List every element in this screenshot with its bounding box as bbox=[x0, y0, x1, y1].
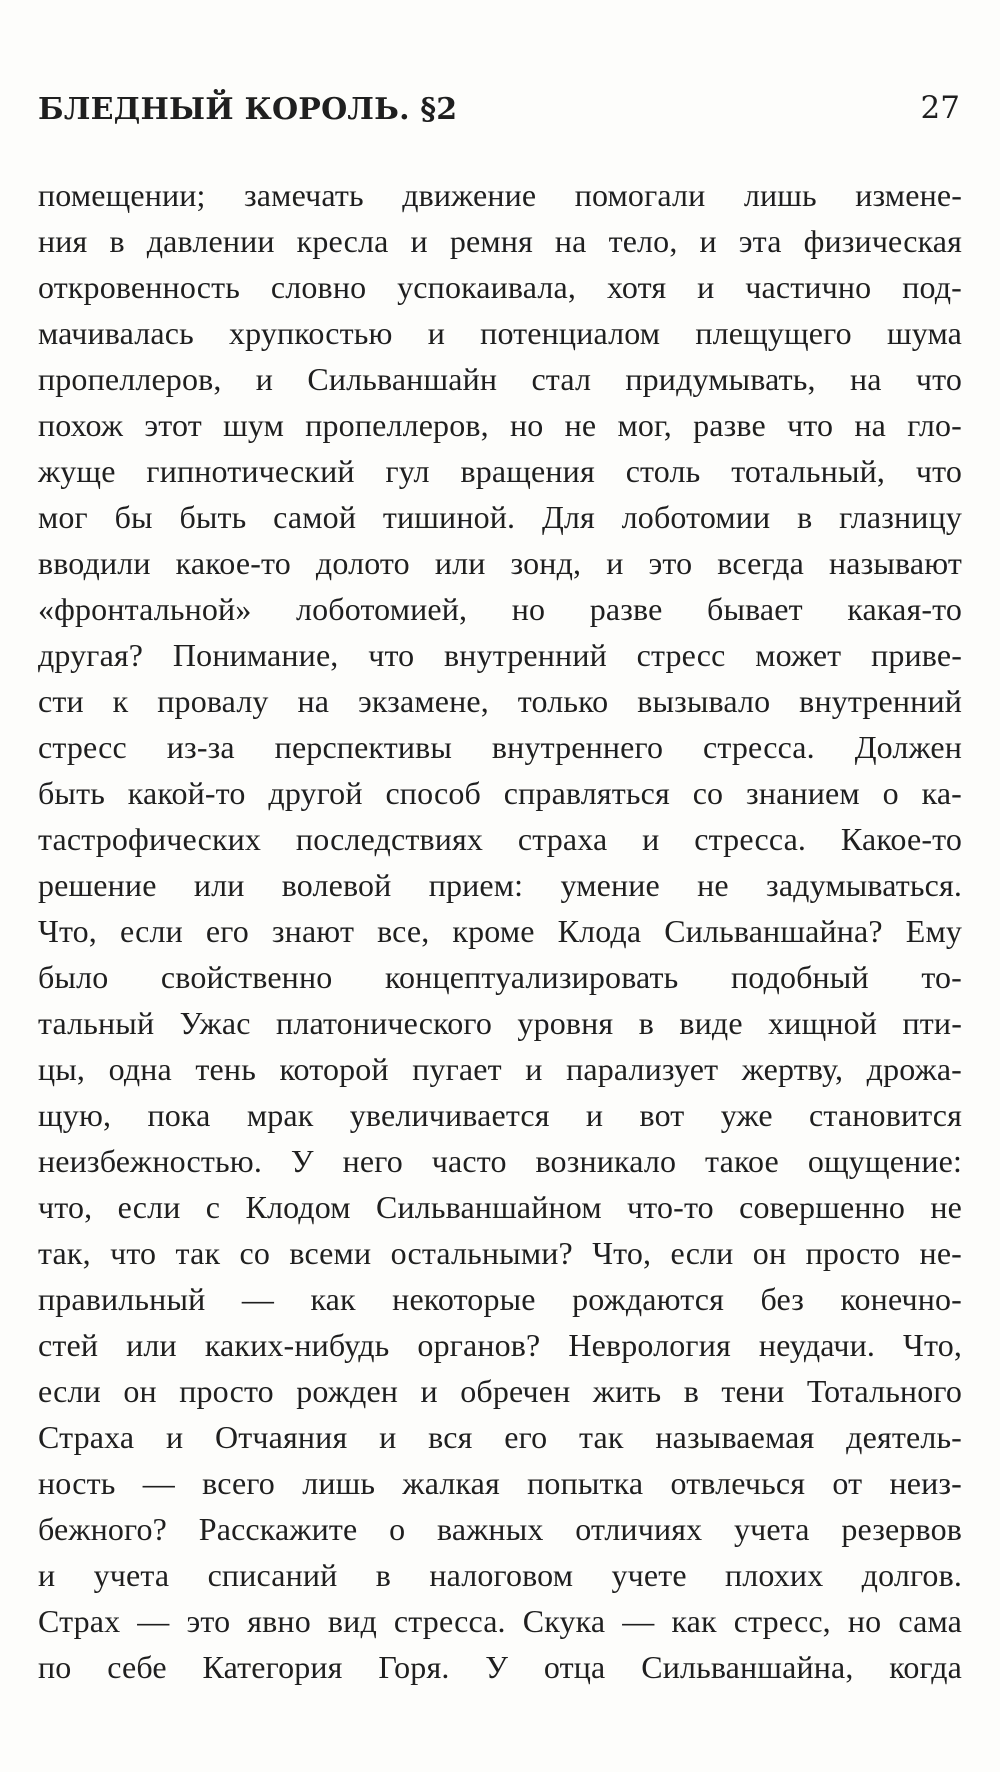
chapter-title: БЛЕДНЫЙ КОРОЛЬ. §2 bbox=[38, 92, 458, 127]
text-line: стей или каких-нибудь органов? Неврология неудачи. Что, bbox=[38, 1327, 962, 1363]
text-line: щую, пока мрак увеличивается и вот уже становится bbox=[38, 1097, 962, 1133]
text-line: так, что так со всеми остальными? Что, если он просто не- bbox=[38, 1235, 962, 1271]
text-line: помещении; замечать движение помогали лишь измене- bbox=[38, 177, 962, 213]
text-line: что, если с Клодом Сильваншайном что-то совершенно не bbox=[38, 1189, 962, 1225]
text-line: неизбежностью. У него часто возникало такое ощущение: bbox=[38, 1143, 962, 1179]
text-line: Страха и Отчаяния и вся его так называемая деятель- bbox=[38, 1419, 962, 1455]
text-line: ность — всего лишь жалкая попытка отвлечься от неиз- bbox=[38, 1465, 962, 1501]
text-line: решение или волевой прием: умение не задумываться. bbox=[38, 867, 962, 903]
text-line: быть какой-то другой способ справляться со знанием о ка- bbox=[38, 775, 962, 811]
text-line: мог бы быть самой тишиной. Для лоботомии в глазницу bbox=[38, 499, 962, 535]
text-line: если он просто рожден и обречен жить в тени Тотального bbox=[38, 1373, 962, 1409]
text-line: «фронтальной» лоботомией, но разве бывает какая-то bbox=[38, 591, 962, 627]
body-text bbox=[38, 172, 962, 1690]
text-line: другая? Понимание, что внутренний стресс может приве- bbox=[38, 637, 962, 673]
text-line: сти к провалу на экзамене, только вызывало внутренний bbox=[38, 683, 962, 719]
text-line: правильный — как некоторые рождаются без конечно- bbox=[38, 1281, 962, 1317]
text-line: пропеллеров, и Сильваншайн стал придумывать, на что bbox=[38, 361, 962, 397]
text-line: стресс из-за перспективы внутреннего стресса. Должен bbox=[38, 729, 962, 765]
text-line: бежного? Расскажите о важных отличиях учета резервов bbox=[38, 1511, 962, 1547]
text-line: цы, одна тень которой пугает и парализует жертву, дрожа- bbox=[38, 1051, 962, 1087]
text-line: и учета списаний в налоговом учете плохих долгов. bbox=[38, 1557, 962, 1593]
text-line: Страх — это явно вид стресса. Скука — как стресс, но сама bbox=[38, 1603, 962, 1639]
text-line: ния в давлении кресла и ремня на тело, и эта физическая bbox=[38, 223, 962, 259]
text-line: вводили какое-то долото или зонд, и это всегда называют bbox=[38, 545, 962, 581]
text-line: по себе Категория Горя. У отца Сильваншайна, когда bbox=[38, 1649, 962, 1685]
text-line: Что, если его знают все, кроме Клода Сильваншайна? Ему bbox=[38, 913, 962, 949]
text-line: мачивалась хрупкостью и потенциалом плещущего шума bbox=[38, 315, 962, 351]
text-line: похож этот шум пропеллеров, но не мог, разве что на гло- bbox=[38, 407, 962, 443]
text-line: было свойственно концептуализировать подобный то- bbox=[38, 959, 962, 995]
text-line: тальный Ужас платонического уровня в виде хищной пти- bbox=[38, 1005, 962, 1041]
text-line: жуще гипнотический гул вращения столь тотальный, что bbox=[38, 453, 962, 489]
page-number: 27 bbox=[920, 90, 960, 126]
text-line: откровенность словно успокаивала, хотя и частично под- bbox=[38, 269, 962, 305]
running-head bbox=[38, 92, 960, 136]
text-line: тастрофических последствиях страха и стресса. Какое-то bbox=[38, 821, 962, 857]
